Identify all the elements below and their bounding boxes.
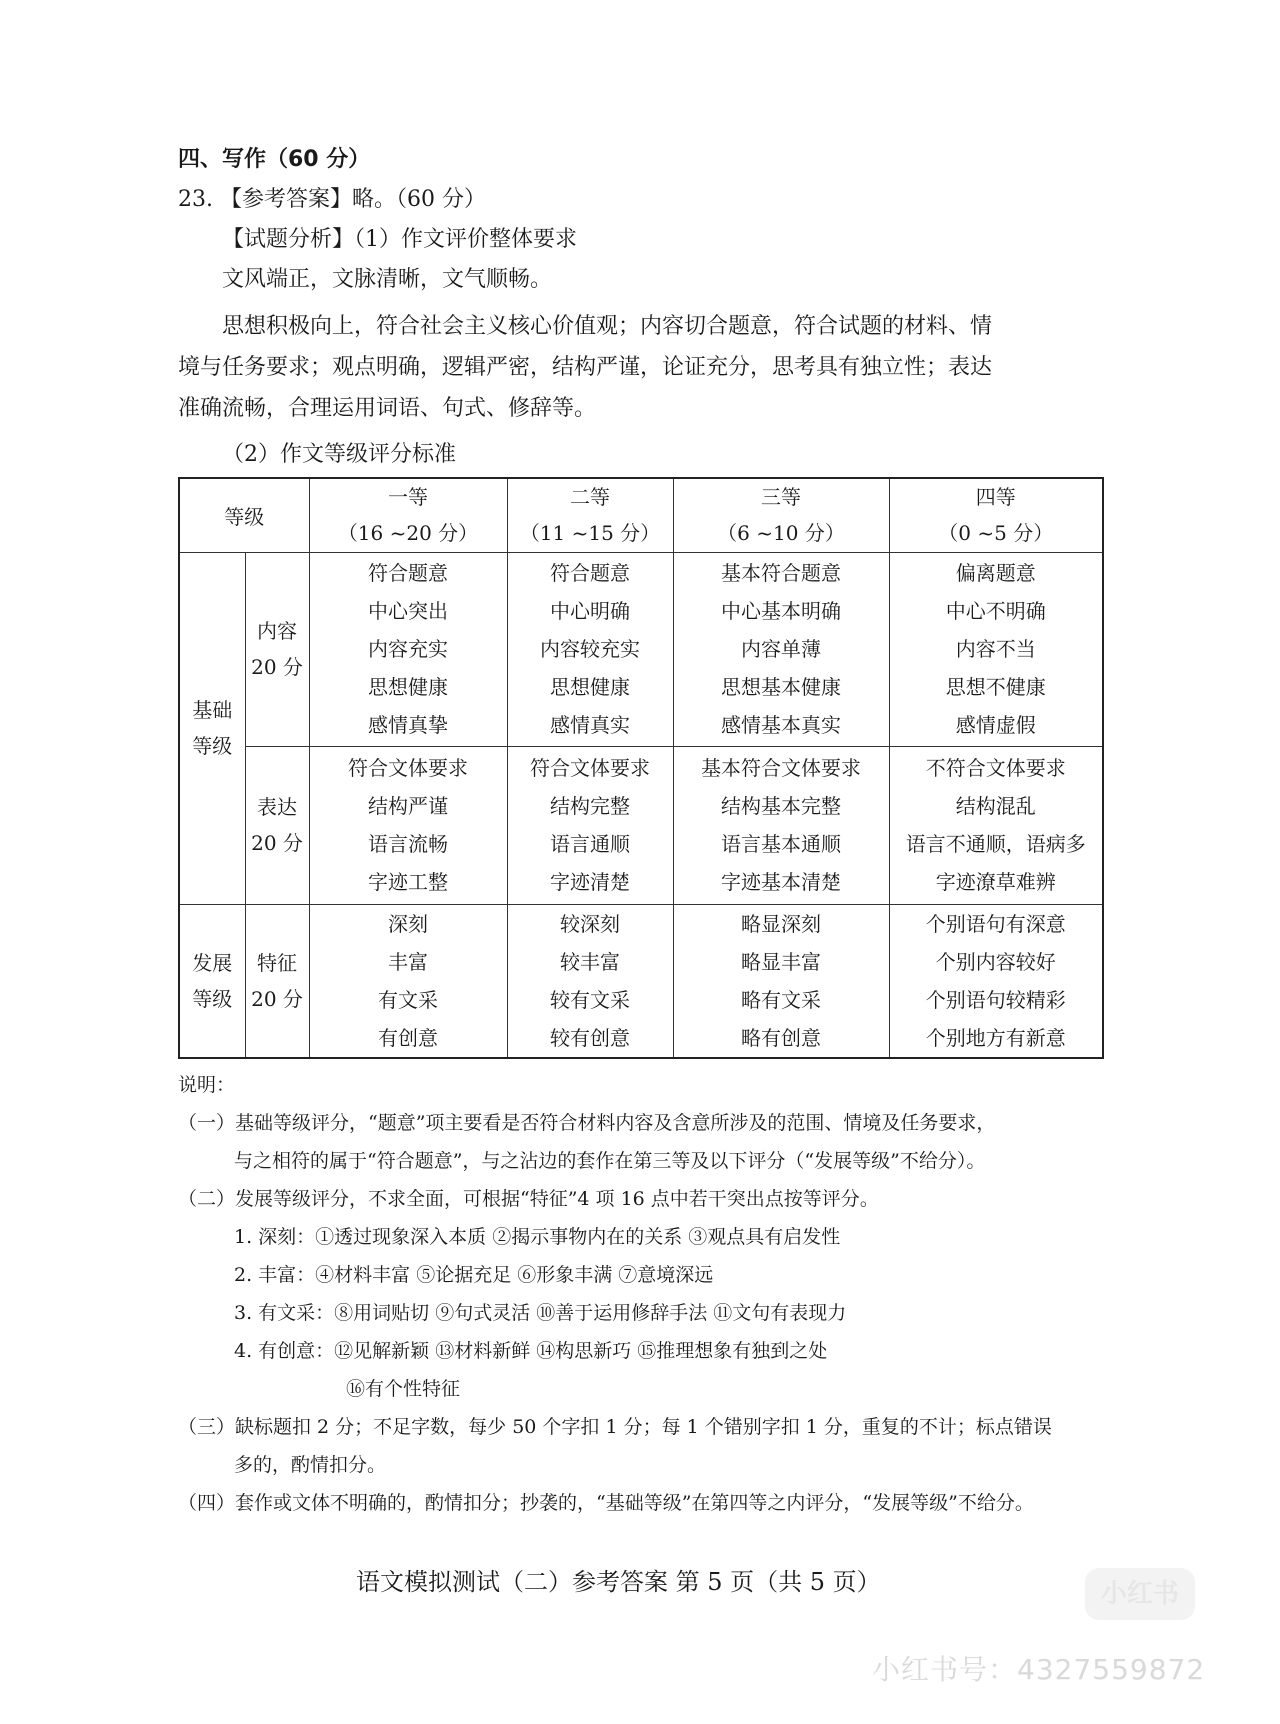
feature-label: 特征 20 分 — [245, 904, 309, 1058]
style-line: 文风端正，文脉清晰，文气顺畅。 — [222, 267, 553, 292]
watermark-logo: 小红书 — [1085, 1568, 1195, 1620]
basic-level-label: 基础 等级 — [179, 552, 245, 904]
section-title: 四、写作（60 分） — [178, 147, 371, 172]
note-2-item-4b: ⑯有个性特征 — [346, 1378, 461, 1400]
development-cell: 较深刻 较丰富 较有文采 较有创意 — [507, 904, 673, 1058]
content-cell: 基本符合题意 中心基本明确 内容单薄 思想基本健康 感情基本真实 — [673, 552, 889, 746]
development-cell: 个别语句有深意 个别内容较好 个别语句较精彩 个别地方有新意 — [889, 904, 1103, 1058]
grade-header: 四等 （0 ~5 分） — [889, 478, 1103, 552]
note-1a: （一）基础等级评分，“题意”项主要看是否符合材料内容及含意所涉及的范围、情境及任务要求， — [178, 1112, 996, 1134]
grade-label: 等级 — [179, 478, 309, 552]
note-3b: 多的，酌情扣分。 — [234, 1454, 387, 1476]
notes-title: 说明： — [178, 1074, 236, 1096]
expression-cell: 符合文体要求 结构完整 语言通顺 字迹清楚 — [507, 746, 673, 904]
note-1b: 与之相符的属于“符合题意”，与之沾边的套作在第三等及以下评分（“发展等级”不给分）。 — [234, 1150, 986, 1172]
analysis-line: 【试题分析】（1）作文评价整体要求 — [222, 227, 577, 252]
paragraph-line: 思想积极向上，符合社会主义核心价值观；内容切合题意，符合试题的材料、情 — [222, 314, 993, 339]
grade-header: 三等 （6 ~10 分） — [673, 478, 889, 552]
development-row — [179, 904, 1103, 1058]
expression-cell: 基本符合文体要求 结构基本完整 语言基本通顺 字迹基本清楚 — [673, 746, 889, 904]
content-row — [179, 552, 1103, 746]
paragraph-line: 准确流畅，合理运用词语、句式、修辞等。 — [178, 396, 597, 421]
content-cell: 偏离题意 中心不明确 内容不当 思想不健康 感情虚假 — [889, 552, 1103, 746]
expression-row — [179, 746, 1103, 904]
note-2-item-4: 4. 有创意：⑫见解新颖 ⑬材料新鲜 ⑭构思新巧 ⑮推理想象有独到之处 — [234, 1340, 828, 1362]
content-cell: 符合题意 中心突出 内容充实 思想健康 感情真挚 — [309, 552, 507, 746]
note-2-item-3: 3. 有文采：⑧用词贴切 ⑨句式灵活 ⑩善于运用修辞手法 ⑪文句有表现力 — [234, 1302, 847, 1324]
paragraph-line: 境与任务要求；观点明确，逻辑严密，结构严谨，论证充分，思考具有独立性；表达 — [178, 355, 993, 380]
grading-table — [178, 477, 1104, 1059]
note-2-item-1: 1. 深刻：①透过现象深入本质 ②揭示事物内在的关系 ③观点具有启发性 — [234, 1226, 841, 1248]
standard-title: （2）作文等级评分标准 — [222, 442, 456, 467]
note-2-item-2: 2. 丰富：④材料丰富 ⑤论据充足 ⑥形象丰满 ⑦意境深远 — [234, 1264, 714, 1286]
note-3a: （三）缺标题扣 2 分；不足字数，每少 50 个字扣 1 分；每 1 个错别字扣 1 分，重复的不计；标点错误 — [178, 1416, 1052, 1438]
content-label: 内容 20 分 — [245, 552, 309, 746]
development-level-label: 发展 等级 — [179, 904, 245, 1058]
development-cell: 深刻 丰富 有文采 有创意 — [309, 904, 507, 1058]
development-cell: 略显深刻 略显丰富 略有文采 略有创意 — [673, 904, 889, 1058]
requirements-paragraph — [178, 306, 1102, 429]
expression-cell: 符合文体要求 结构严谨 语言流畅 字迹工整 — [309, 746, 507, 904]
expression-cell: 不符合文体要求 结构混乱 语言不通顺，语病多 字迹潦草难辨 — [889, 746, 1103, 904]
grade-header: 二等 （11 ~15 分） — [507, 478, 673, 552]
header-row — [179, 478, 1103, 552]
question-line: 23. 【参考答案】略。（60 分） — [178, 187, 486, 212]
watermark-id: 小红书号：4327559872 — [872, 1653, 1206, 1686]
grade-header: 一等 （16 ~20 分） — [309, 478, 507, 552]
note-2: （二）发展等级评分，不求全面，可根据“特征”4 项 16 点中若干突出点按等评分。 — [178, 1188, 879, 1210]
note-4: （四）套作或文体不明确的，酌情扣分；抄袭的，“基础等级”在第四等之内评分，“发展等级”不给分。 — [178, 1492, 1034, 1514]
content-cell: 符合题意 中心明确 内容较充实 思想健康 感情真实 — [507, 552, 673, 746]
expression-label: 表达 20 分 — [245, 746, 309, 904]
page-footer: 语文模拟测试（二）参考答案 第 5 页（共 5 页） — [356, 1568, 881, 1596]
